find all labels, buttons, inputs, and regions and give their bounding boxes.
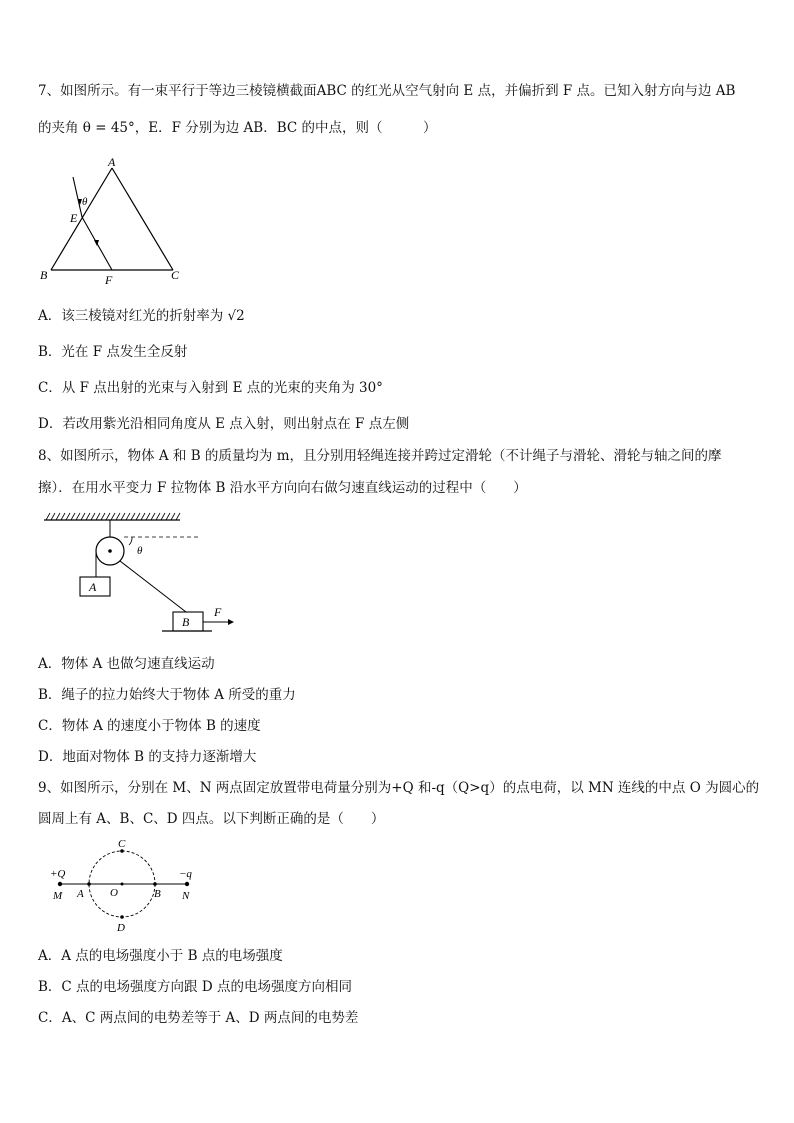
- q9-option-b: B．C 点的电场强度方向跟 D 点的电场强度方向相同: [38, 979, 352, 995]
- label-a: A: [77, 888, 84, 900]
- q7-stem-line2: 的夹角 θ = 45°，E．F 分别为边 AB．BC 的中点，则（ ）: [38, 120, 437, 136]
- label-a: A: [108, 155, 116, 169]
- q8-option-d: D．地面对物体 B 的支持力逐渐增大: [38, 749, 257, 765]
- rope-b: [120, 561, 186, 612]
- point-m: [58, 882, 62, 886]
- q8-pulley-figure: [40, 510, 240, 635]
- triangle-side-ac: [112, 168, 173, 270]
- point-b: [153, 882, 157, 886]
- label-theta: θ: [137, 545, 143, 557]
- point-a: [87, 882, 91, 886]
- label-c: C: [171, 268, 180, 282]
- q7-option-d: D．若改用紫光沿相同角度从 E 点入射，则出射点在 F 点左侧: [38, 416, 410, 432]
- label-d: D: [117, 922, 125, 934]
- q8-option-b: B．绳子的拉力始终大于物体 A 所受的重力: [38, 687, 296, 703]
- label-n: N: [182, 890, 190, 902]
- ceiling-hatch: [46, 513, 180, 520]
- label-c: C: [118, 838, 126, 850]
- q9-stem-line2: 圆周上有 A、B、C、D 四点。以下判断正确的是（ ）: [38, 811, 385, 827]
- q9-charges-figure: [40, 835, 210, 935]
- q7-option-a: A．该三棱镜对红光的折射率为 √2: [38, 308, 245, 324]
- q8-stem-line2: 擦）．在用水平变力 F 拉物体 B 沿水平方向向右做匀速直线运动的过程中（ ）: [38, 480, 527, 496]
- point-o: [121, 883, 124, 886]
- q9-option-a: A．A 点的电场强度小于 B 点的电场强度: [38, 948, 283, 964]
- label-b: B: [40, 268, 48, 282]
- q8-option-c: C．物体 A 的速度小于物体 B 的速度: [38, 718, 261, 734]
- label-force: F: [214, 605, 222, 619]
- q7-option-c: C．从 F 点出射的光束与入射到 E 点的光束的夹角为 30°: [38, 380, 383, 396]
- label-block-b: B: [182, 615, 190, 629]
- label-f: F: [105, 273, 113, 285]
- label-theta: θ: [82, 196, 88, 208]
- label-plus-q: +Q: [50, 868, 66, 880]
- label-m: M: [53, 890, 63, 902]
- theta-arc: [129, 537, 132, 545]
- q8-option-a: A．物体 A 也做匀速直线运动: [38, 656, 215, 672]
- q8-stem-line1: 8、如图所示，物体 A 和 B 的质量均为 m，且分别用轻绳连接并跨过定滑轮（不计绳子与滑轮、滑轮与轴之间的摩: [38, 448, 722, 464]
- point-n: [185, 882, 189, 886]
- q7-prism-figure: [38, 155, 188, 285]
- label-minus-q: −q: [179, 868, 192, 880]
- label-b: B: [154, 888, 161, 900]
- pulley-axle: [108, 549, 112, 553]
- label-block-a: A: [89, 580, 97, 594]
- label-o: O: [110, 887, 118, 899]
- label-e: E: [70, 211, 78, 225]
- q9-option-c: C．A、C 两点间的电势差等于 A、D 两点间的电势差: [38, 1010, 359, 1026]
- q7-stem-line1: 7、如图所示。有一束平行于等边三棱镜横截面ABC 的红光从空气射向 E 点，并偏折到 F 点。已知入射方向与边 AB: [38, 83, 736, 99]
- point-d: [120, 915, 124, 919]
- force-arrow-head-icon: [228, 619, 234, 625]
- q9-stem-line1: 9、如图所示，分别在 M、N 两点固定放置带电荷量分别为+Q 和-q（Q>q）的点电荷，以 MN 连线的中点 O 为圆心的: [38, 780, 760, 796]
- q7-option-b: B．光在 F 点发生全反射: [38, 344, 188, 360]
